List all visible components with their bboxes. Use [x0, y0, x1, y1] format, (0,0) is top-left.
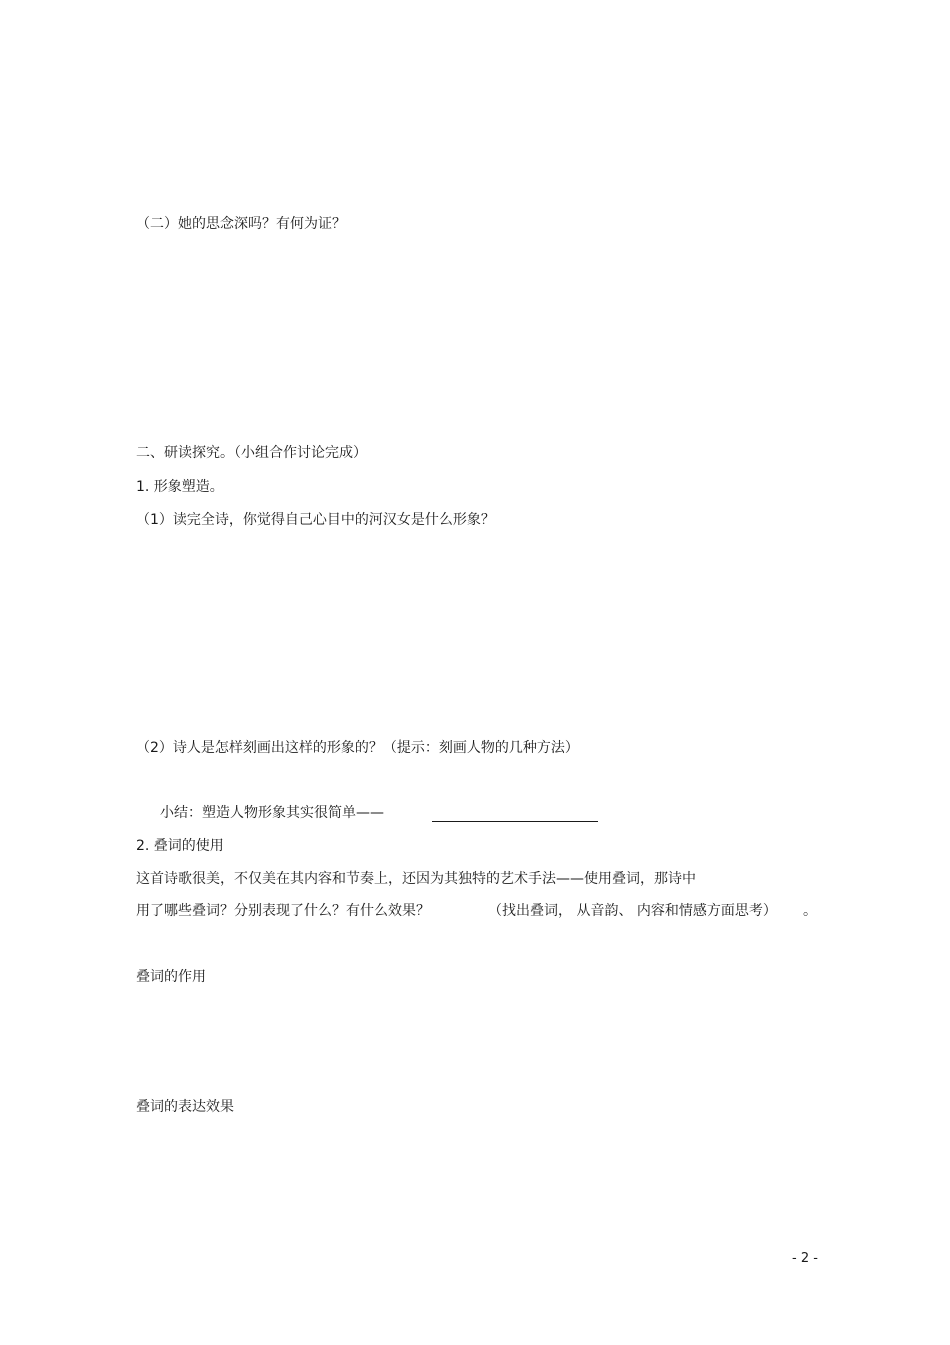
question-2-heading: （二）她的思念深吗？有何为证？	[136, 216, 346, 232]
summary-label: 小结：塑造人物形象其实很简单——	[160, 805, 384, 821]
item-2-paragraph-line-2-hint: （找出叠词， 从音韵、 内容和情感方面思考）	[488, 903, 777, 919]
item-1-question-1: （1）读完全诗，你觉得自己心目中的河汉女是什么形象？	[136, 512, 495, 528]
item-2-paragraph-line-1: 这首诗歌很美，不仅美在其内容和节奏上，还因为其独特的艺术手法——使用叠词，那诗中	[136, 871, 696, 887]
label-effect-of-reduplication: 叠词的表达效果	[136, 1099, 234, 1115]
section-2-heading: 二、研读探究。（小组合作讨论完成）	[136, 445, 367, 461]
item-2-paragraph-line-2-end: 。	[803, 903, 817, 919]
page-number: - 2 -	[792, 1251, 818, 1266]
item-1-heading: 1. 形象塑造。	[136, 479, 224, 495]
item-1-question-2: （2）诗人是怎样刻画出这样的形象的？（提示：刻画人物的几种方法）	[136, 740, 579, 756]
item-2-paragraph-line-2-question: 用了哪些叠词？分别表现了什么？有什么效果？	[136, 903, 430, 919]
item-2-heading: 2. 叠词的使用	[136, 838, 224, 854]
summary-answer-blank[interactable]	[432, 821, 598, 822]
label-function-of-reduplication: 叠词的作用	[136, 969, 206, 985]
